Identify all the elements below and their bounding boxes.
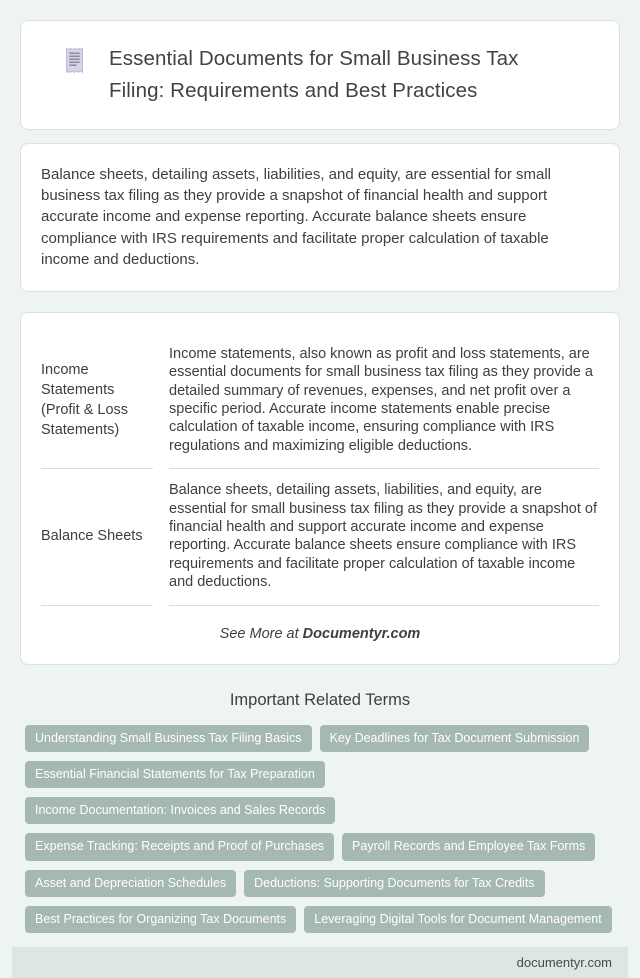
table-description: Income statements, also known as profit and loss statements, are essential documents for small business tax filing as they provide a detailed summary of revenues, expenses, and net profit over a specific period. Accurate income statements enable precise calculation of taxable income, ensuring compliance with IRS regulations and maximizing eligible deductions.	[169, 333, 599, 469]
receipt-icon	[63, 47, 86, 79]
related-terms-list	[25, 725, 615, 934]
see-more-line	[41, 626, 599, 642]
related-term-button[interactable]: Key Deadlines for Tax Document Submission	[320, 725, 590, 752]
title-card	[20, 20, 620, 130]
footer	[12, 947, 628, 978]
documents-table	[41, 333, 599, 606]
see-more-site-link[interactable]: Documentyr.com	[302, 625, 421, 642]
footer-site-link[interactable]: documentyr.com	[516, 955, 612, 971]
related-term-button[interactable]: Expense Tracking: Receipts and Proof of Purchases	[25, 833, 334, 860]
related-term-button[interactable]: Understanding Small Business Tax Filing Basics	[25, 725, 312, 752]
related-term-button[interactable]: Income Documentation: Invoices and Sales Records	[25, 797, 335, 824]
page-title: Essential Documents for Small Business Tax Filing: Requirements and Best Practices	[109, 47, 519, 102]
documents-card	[20, 312, 620, 665]
related-term-button[interactable]: Deductions: Supporting Documents for Tax Credits	[244, 870, 544, 897]
intro-card	[20, 143, 620, 292]
table-term: Balance Sheets	[41, 469, 153, 605]
related-term-button[interactable]: Asset and Depreciation Schedules	[25, 870, 236, 897]
intro-paragraph: Balance sheets, detailing assets, liabilities, and equity, are essential for small business tax filing as they provide a snapshot of financial health and support accurate income and expense reporting. Accurate balance sheets ensure compliance with IRS requirements and facilitate proper calculation of taxable income and deductions.	[41, 165, 551, 269]
table-description: Balance sheets, detailing assets, liabilities, and equity, are essential for small business tax filing as they provide a snapshot of financial health and support accurate income and expense reporting. Accurate balance sheets ensure compliance with IRS requirements and facilitate proper calculation of taxable income and deductions.	[169, 469, 599, 605]
table-term: Income Statements (Profit & Loss Statements)	[41, 333, 153, 469]
related-term-button[interactable]: Best Practices for Organizing Tax Documents	[25, 906, 296, 933]
see-more-text: See More at	[219, 625, 303, 642]
related-term-button[interactable]: Leveraging Digital Tools for Document Management	[304, 906, 611, 933]
related-terms-heading: Important Related Terms	[229, 690, 411, 709]
related-term-button[interactable]: Payroll Records and Employee Tax Forms	[342, 833, 595, 860]
related-term-button[interactable]: Essential Financial Statements for Tax Preparation	[25, 761, 325, 788]
